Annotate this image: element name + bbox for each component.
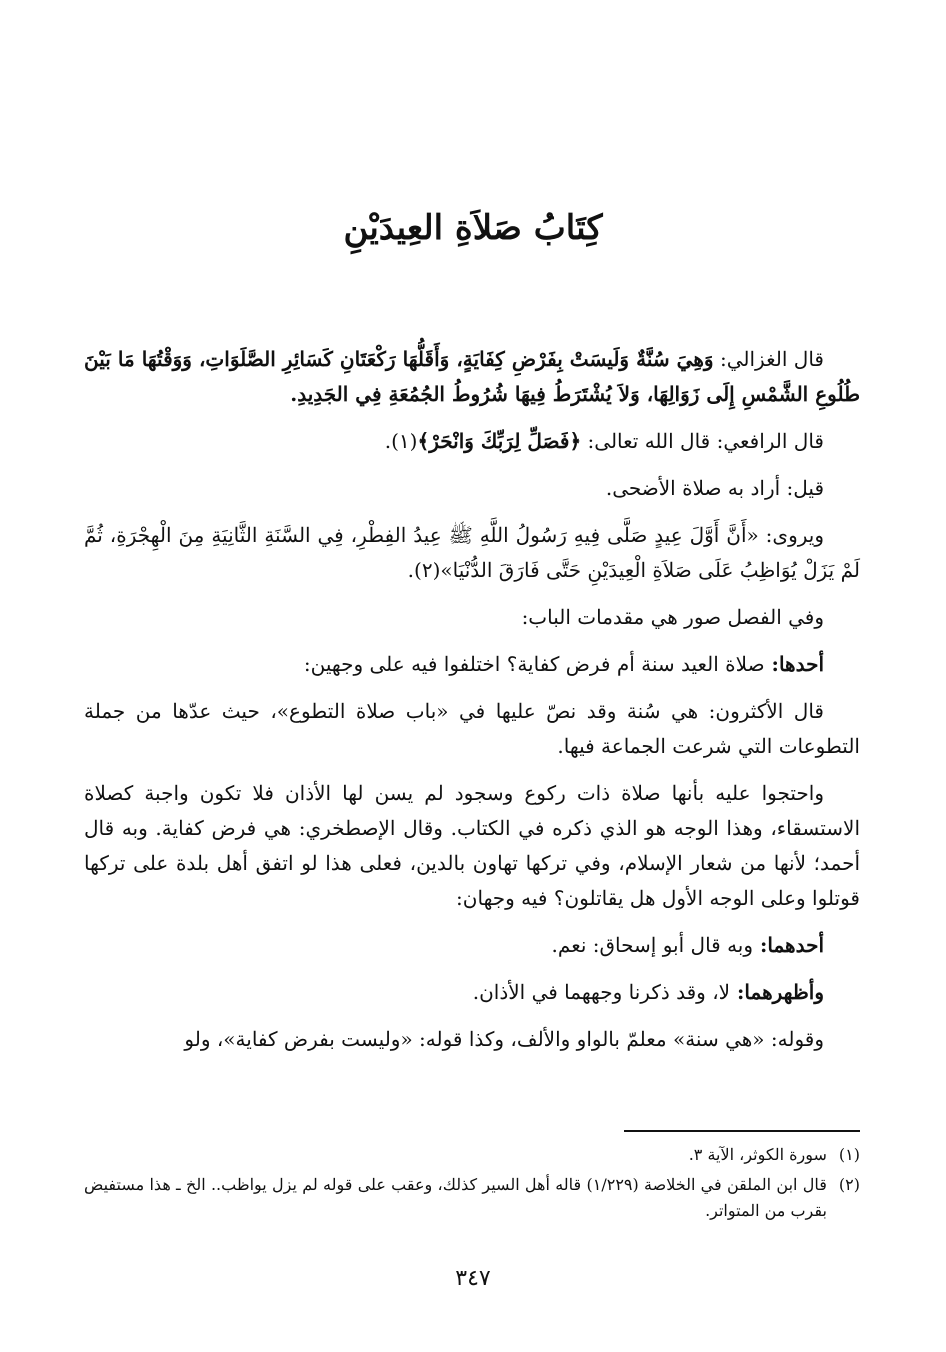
footnote-number: (١)	[838, 1145, 860, 1164]
quoted-text: وَهِيَ سُنَّةٌ وَلَيسَتْ بِفَرْضِ كِفَايَةٍ، وَأَقَلُّهَا رَكْعَتَانِ كَسَائِرِ الصَّلَوَاتِ، وَوَقْتُهَا مَا بَيْنَ طُلُوعِ الشَّمْسِ إِلَى زَوَالِهَا، وَلاَ يُشْتَرَطُ فِيهَا شُرُوطُ الجُمُعَةِ فِي الجَدِيدِ.	[84, 347, 860, 406]
footnote-item	[84, 1172, 860, 1224]
paragraph-text: وبه قال أبو إسحاق: نعم.	[551, 933, 754, 957]
paragraph-rafii	[84, 424, 860, 459]
page-number: ٣٤٧	[455, 1266, 491, 1291]
paragraph-azharuhuma	[84, 975, 860, 1010]
footnote-text: قال ابن الملقن في الخلاصة (١/٢٢٩) قاله أهل السير كذلك، وعقب على قوله لم يزل يواظب.. الخ ـ هذا مستفيض بقرب من المتواتر.	[84, 1175, 827, 1220]
quran-verse: ﴿فَصَلِّ لِرَبِّكَ وَانْحَرْ﴾	[417, 429, 582, 453]
paragraph-lead: وأظهرهما:	[730, 980, 824, 1004]
footnote-number: (٢)	[838, 1175, 860, 1194]
paragraph-text: صلاة العيد سنة أم فرض كفاية؟ اختلفوا فيه على وجهين:	[303, 652, 765, 676]
footnote-separator	[624, 1130, 860, 1132]
paragraph-text: لا، وقد ذكرنا وجههما في الأذان.	[472, 980, 731, 1004]
main-text	[84, 342, 860, 1059]
paragraph-ahaduhuma	[84, 928, 860, 963]
paragraph-ahaduha	[84, 647, 860, 682]
paragraph-qila: قيل: أراد به صلاة الأضحى.	[605, 476, 824, 500]
footnotes	[84, 1142, 860, 1228]
footnote-ref: (١).	[384, 429, 418, 453]
paragraph-qawluhu: وقوله: «هي سنة» معلمّ بالواو والألف، وكذا قوله: «وليست بفرض كفاية»، ولو	[184, 1027, 824, 1051]
paragraph-lead: قال الرافعي: قال الله تعالى:	[581, 429, 824, 453]
paragraph-lead: أحدها:	[764, 652, 824, 676]
chapter-title: كِتَابُ صَلاَةِ العِيدَيْنِ	[343, 208, 603, 248]
paragraph-lead: قال الغزالي:	[713, 347, 824, 371]
paragraph-ihtajju: واحتجوا عليه بأنها صلاة ذات ركوع وسجود لم يسن لها الأذان فلا تكون واجبة كصلاة الاستسقاء، وهذا الوجه هو الذي ذكره في الكتاب. وقال الإصطخري: هي فرض كفاية. وبه قال أحمد؛ لأنها من شعار الإسلام، وفي تركها تهاون بالدين، فعلى هذا لو اتفق أهل بلدة على تركها قوتلوا وعلى الوجه الأول هل يقاتلون؟ فيه وجهان:	[84, 781, 860, 910]
paragraph-fasl: وفي الفصل صور هي مقدمات الباب:	[521, 605, 824, 629]
paragraph-aktharun: قال الأكثرون: هي سُنة وقد نصّ عليها في «باب صلاة التطوع»، حيث عدّها من جملة التطوعات التي شرعت الجماعة فيها.	[84, 699, 860, 758]
footnote-item	[84, 1142, 860, 1168]
footnote-text: سورة الكوثر، الآية ٣.	[688, 1145, 827, 1164]
paragraph-lead: أحدهما:	[753, 933, 824, 957]
paragraph-yurwa: ويروى: «أَنَّ أَوَّلَ عِيدٍ صَلَّى فِيهِ رَسُولُ اللَّهِ ﷺ عِيدُ الفِطْرِ، فِي السَّنَةِ الثَّانِيَةِ مِنَ الْهِجْرَةِ، ثُمَّ لَمْ يَزَلْ يُوَاظِبُ عَلَى صَلاَةِ الْعِيدَيْنِ حَتَّى فَارَقَ الدُّنْيَا»(٢).	[84, 523, 860, 582]
paragraph-ghazali	[84, 342, 860, 412]
